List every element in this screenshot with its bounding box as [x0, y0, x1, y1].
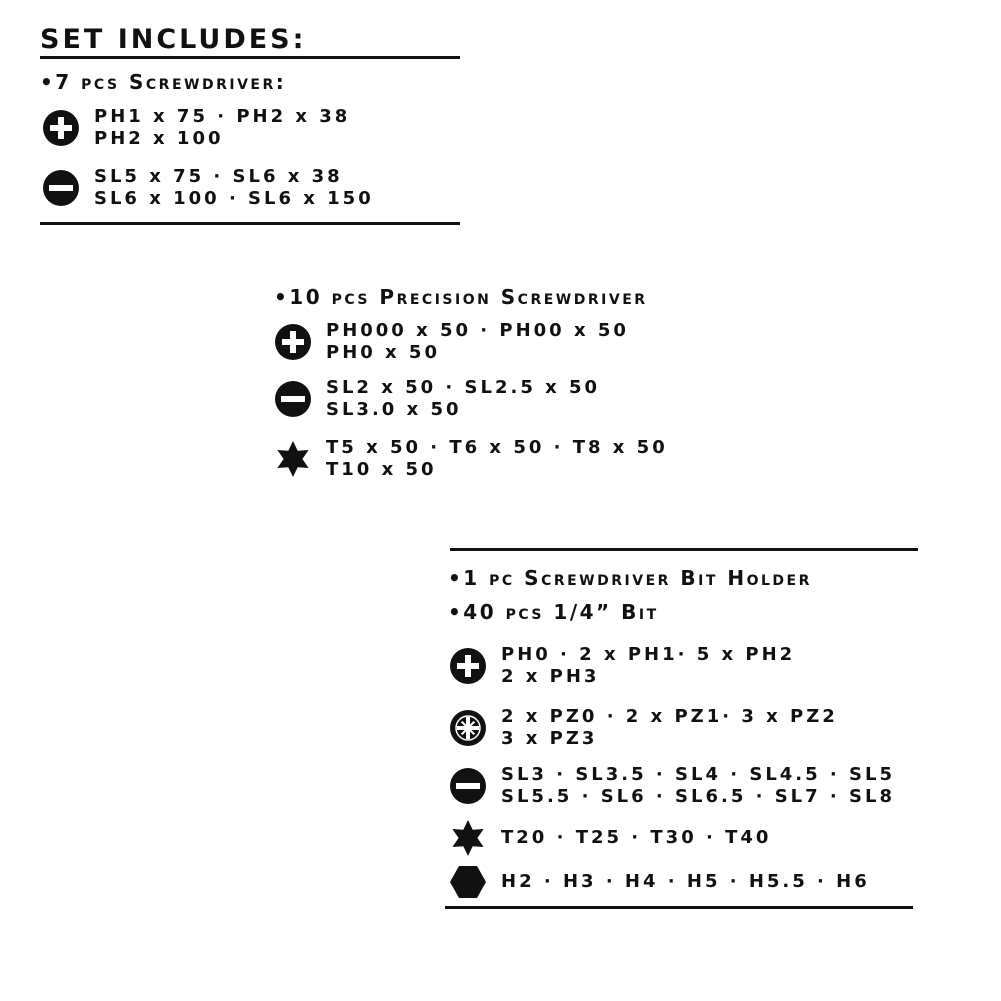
spec-line: SL2 x 50 · SL2.5 x 50 — [326, 377, 601, 398]
spec-line: PH0 x 50 — [326, 342, 440, 363]
spec-line: 2 x PZ0 · 2 x PZ1· 3 x PZ2 — [501, 706, 838, 727]
spec-line: H2 · H3 · H4 · H5 · H5.5 · H6 — [501, 871, 870, 892]
section2-row-torx — [275, 437, 668, 481]
section2-row-phillips — [275, 320, 629, 364]
section3-row-pozidriv — [450, 706, 838, 750]
section3-row-hex — [450, 864, 870, 900]
section3-row-slotted — [450, 764, 895, 808]
page-title: SET INCLUDES: — [40, 24, 307, 55]
section3-bottom-divider — [445, 906, 913, 909]
spec-line: PH2 x 100 — [94, 128, 224, 149]
section3-row-phillips — [450, 644, 795, 688]
section3-heading-bits: •40 pcs 1/4” Bit — [448, 600, 659, 624]
title-divider — [40, 56, 460, 59]
phillips-icon — [275, 324, 311, 360]
spec-line: 3 x PZ3 — [501, 728, 598, 749]
hex-icon — [450, 864, 486, 900]
spec-line: SL3 · SL3.5 · SL4 · SL4.5 · SL5 — [501, 764, 895, 785]
spec-line: PH0 · 2 x PH1· 5 x PH2 — [501, 644, 796, 665]
slotted-icon — [43, 170, 79, 206]
spec-line: T10 x 50 — [326, 459, 437, 480]
spec-line: SL5.5 · SL6 · SL6.5 · SL7 · SL8 — [501, 786, 895, 807]
section2-heading: •10 pcs Precision Screwdriver — [274, 285, 648, 309]
section1-heading: •7 pcs Screwdriver: — [40, 70, 287, 94]
torx-icon — [275, 441, 311, 477]
slotted-icon — [275, 381, 311, 417]
section1-divider — [40, 222, 460, 225]
pozidriv-icon — [450, 710, 486, 746]
spec-line: PH000 x 50 · PH00 x 50 — [326, 320, 629, 341]
slotted-icon — [450, 768, 486, 804]
spec-line: T5 x 50 · T6 x 50 · T8 x 50 — [326, 437, 668, 458]
spec-line: PH1 x 75 · PH2 x 38 — [94, 106, 351, 127]
section1-row-slotted — [43, 166, 374, 210]
spec-line: T20 · T25 · T30 · T40 — [501, 827, 772, 848]
spec-line: SL6 x 100 · SL6 x 150 — [94, 188, 374, 209]
section1-row-phillips — [43, 106, 350, 150]
phillips-icon — [450, 648, 486, 684]
section3-row-torx — [450, 820, 771, 856]
spec-line: 2 x PH3 — [501, 666, 600, 687]
section3-heading-holder: •1 pc Screwdriver Bit Holder — [448, 566, 812, 590]
spec-line: SL5 x 75 · SL6 x 38 — [94, 166, 343, 187]
spec-line: SL3.0 x 50 — [326, 399, 462, 420]
torx-icon — [450, 820, 486, 856]
section3-top-divider — [450, 548, 918, 551]
section2-row-slotted — [275, 377, 600, 421]
phillips-icon — [43, 110, 79, 146]
